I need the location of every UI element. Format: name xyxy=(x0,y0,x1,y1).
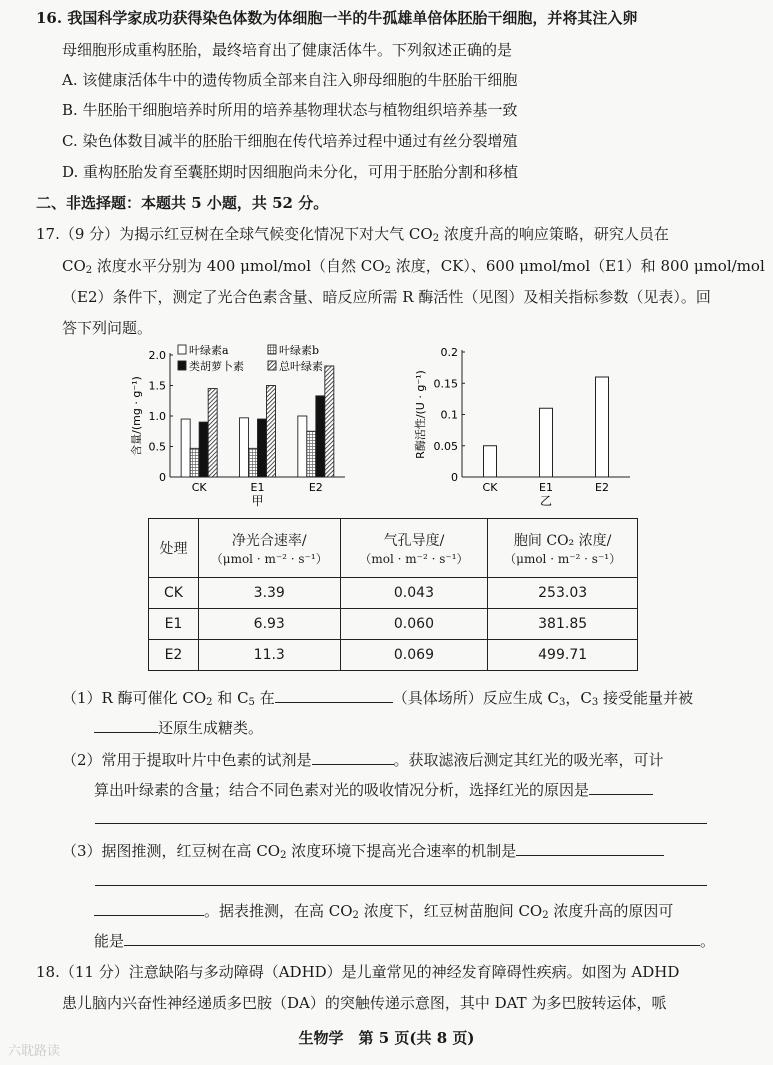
bar xyxy=(298,416,307,477)
legend-swatch xyxy=(178,361,186,370)
y-tick-label: 1.0 xyxy=(148,410,166,423)
table-header-net-rate: 净光合速率/ （μmol · m⁻² · s⁻¹） xyxy=(198,519,340,578)
table-row xyxy=(149,578,638,609)
y-axis-label: 含量/(mg · g⁻¹) xyxy=(130,376,143,456)
q17-stem-line4: 答下列问题。 xyxy=(62,319,153,337)
answer-blank[interactable] xyxy=(124,930,700,946)
answer-blank[interactable] xyxy=(94,900,204,916)
legend-label: 类胡萝卜素 xyxy=(189,360,244,373)
answer-blank[interactable] xyxy=(516,840,664,856)
bar xyxy=(596,377,609,477)
chart-jia xyxy=(128,340,358,510)
table-header-intercellular-co2: 胞间 CO₂ 浓度/ （μmol · m⁻² · s⁻¹） xyxy=(488,519,638,578)
q17-stem-line3: （E2）条件下，测定了光合色素含量、暗反应所需 R 酶活性（见图）及相关指标参数（见表）。回 xyxy=(62,288,711,306)
legend-swatch xyxy=(178,345,186,354)
answer-blank[interactable] xyxy=(94,717,158,733)
bar xyxy=(484,446,497,477)
q16-option-b: B. 牛胚胎干细胞培养时所用的培养基物理状态与植物组织培养基一致 xyxy=(62,101,518,119)
x-tick-label: E2 xyxy=(595,481,609,494)
bar xyxy=(208,389,217,477)
x-tick-label: E1 xyxy=(250,481,265,494)
y-tick-label: 0 xyxy=(159,471,166,484)
watermark: 六耽路读 xyxy=(8,1044,61,1059)
legend-swatch xyxy=(268,345,276,354)
table-cell: 6.93 xyxy=(198,609,340,640)
q16-option-c: C. 染色体数目减半的胚胎干细胞在传代培养过程中通过有丝分裂增殖 xyxy=(62,132,518,150)
q17-part3-line3: 能是 。 xyxy=(94,932,716,950)
data-table xyxy=(148,518,638,671)
bar xyxy=(199,422,208,477)
bar xyxy=(307,431,316,477)
y-tick-label: 0 xyxy=(451,471,458,484)
bar xyxy=(267,386,276,478)
q17-part2-line1: （2）常用于提取叶片中色素的试剂是 。获取滤液后测定其红光的吸光率，可计 xyxy=(62,751,664,769)
table-cell: CK xyxy=(149,578,199,609)
legend-label: 叶绿素b xyxy=(279,344,320,357)
y-tick-label: 0.2 xyxy=(440,346,458,359)
bar xyxy=(325,366,334,477)
table-header-stomatal: 气孔导度/ （mol · m⁻² · s⁻¹） xyxy=(340,519,488,578)
y-tick-label: 0.15 xyxy=(433,377,458,391)
y-tick-label: 0.5 xyxy=(148,440,166,454)
q16-option-d: D. 重构胚胎发育至囊胚期时因细胞尚未分化，可用于胚胎分割和移植 xyxy=(62,163,519,181)
chart-title: 乙 xyxy=(539,494,553,508)
bar xyxy=(316,396,325,477)
page-footer: 生物学 第 5 页(共 8 页) xyxy=(298,1029,475,1047)
q17-stem-line1: 17.（9 分）为揭示红豆树在全球气候变化情况下对大气 $CO_2$ 浓度升高的响应策略，研究人员在 xyxy=(36,225,669,244)
table-row xyxy=(149,640,638,671)
y-tick-label: 0.05 xyxy=(433,439,458,453)
x-tick-label: E1 xyxy=(539,481,553,494)
legend-swatch xyxy=(268,361,276,370)
table-cell: 3.39 xyxy=(198,578,340,609)
chart-yi xyxy=(412,340,642,510)
answer-blank[interactable] xyxy=(589,779,653,795)
q17-part3-line1: （3）据图推测，红豆树在高 $CO_2$ 浓度环境下提高光合速率的机制是 xyxy=(62,840,664,866)
table-row xyxy=(149,609,638,640)
legend-label: 叶绿素a xyxy=(189,344,229,357)
table-cell: 0.060 xyxy=(340,609,488,640)
table-cell: 253.03 xyxy=(488,578,638,609)
table-cell: 11.3 xyxy=(198,640,340,671)
q17-part1-line2: 还原生成糖类。 xyxy=(94,717,263,738)
y-axis-label: R酶活性/(U · g⁻¹) xyxy=(414,370,427,459)
x-tick-label: CK xyxy=(482,481,498,494)
table-cell: 499.71 xyxy=(488,640,638,671)
x-tick-label: CK xyxy=(191,481,207,494)
table-cell: E1 xyxy=(149,609,199,640)
q17-part2-line2: 算出叶绿素的含量；结合不同色素对光的吸收情况分析，选择红光的原因是 xyxy=(94,779,653,800)
q17-part3-line2: 。据表推测，在高 $CO_2$ 浓度下，红豆树苗胞间 $CO_2$ 浓度升高的原因可 xyxy=(94,900,673,926)
q16-option-a: A. 该健康活体牛中的遗传物质全部来自注入卵母细胞的牛胚胎干细胞 xyxy=(62,71,518,89)
bar xyxy=(258,419,267,477)
bar xyxy=(181,419,190,477)
chart-title: 甲 xyxy=(251,494,264,508)
section-heading: 二、非选择题：本题共 5 小题，共 52 分。 xyxy=(36,194,329,212)
q18-stem-line2: 患儿脑内兴奋性神经递质多巴胺（DA）的突触传递示意图，其中 DAT 为多巴胺转运体，哌 xyxy=(62,994,667,1012)
legend-label: 总叶绿素 xyxy=(279,360,323,373)
q16-stem-line2: 母细胞形成重构胚胎，最终培育出了健康活体牛。下列叙述正确的是 xyxy=(62,41,513,59)
y-tick-label: 0.1 xyxy=(440,408,458,422)
answer-blank[interactable] xyxy=(275,687,393,703)
q17-stem-line2: $CO_2$ 浓度水平分别为 400 μmol/mol（自然 $CO_2$ 浓度，CK）、600 μmol/mol（E1）和 800 μmol/mol xyxy=(62,257,765,276)
bar xyxy=(190,448,199,477)
bar xyxy=(249,448,258,477)
table-cell: E2 xyxy=(149,640,199,671)
table-cell: 0.069 xyxy=(340,640,488,671)
y-tick-label: 2.0 xyxy=(148,349,166,362)
answer-blank[interactable] xyxy=(312,749,394,765)
bar xyxy=(540,408,553,477)
bar xyxy=(240,418,249,477)
y-tick-label: 1.5 xyxy=(148,379,166,393)
table-header-treatment: 处理 xyxy=(149,519,199,578)
table-cell: 0.043 xyxy=(340,578,488,609)
answer-line[interactable] xyxy=(95,823,707,824)
answer-line[interactable] xyxy=(95,885,707,886)
q17-part1-line1: （1）R 酶可催化 $CO_2$ 和 $C_5$ 在 （具体场所）反应生成 $C_3$，$C_3$ 接受能量并被 xyxy=(62,689,693,708)
x-tick-label: E2 xyxy=(308,481,323,494)
q16-stem-line1: 16. 我国科学家成功获得染色体数为体细胞一半的牛孤雄单倍体胚胎干细胞，并将其注入卵 xyxy=(36,9,638,27)
q18-stem-line1: 18.（11 分）注意缺陷与多动障碍（ADHD）是儿童常见的神经发育障碍性疾病。如图为 ADHD xyxy=(36,963,680,981)
table-cell: 381.85 xyxy=(488,609,638,640)
